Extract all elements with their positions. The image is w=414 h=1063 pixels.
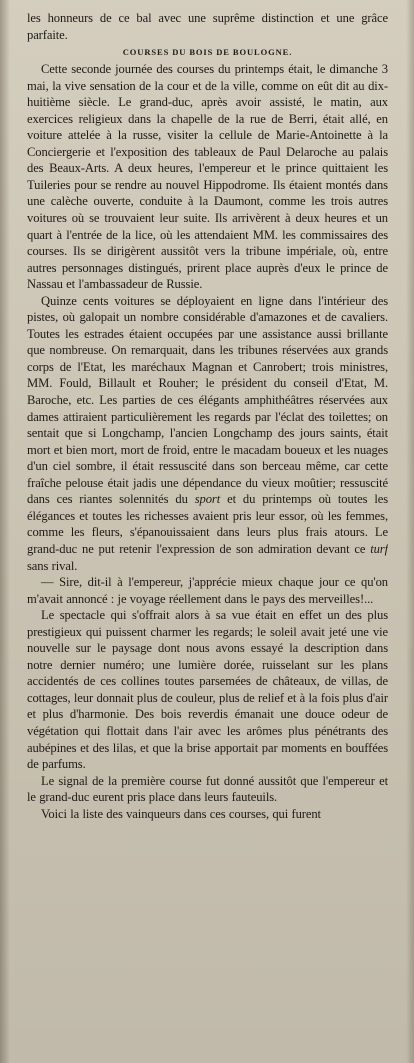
- article-column: [27, 10, 388, 1055]
- paragraph-3-quote: — Sire, dit-il à l'empereur, j'apprécie mieux chaque jour ce qu'on m'avait annoncé : je voyage réellement dans le pays des merveilles!...: [27, 575, 388, 606]
- paragraph-2-part-a: Quinze cents voitures se déployaient en ligne dans l'intérieur des pistes, où galopait un nombre considérable d'amazones et de cavaliers. Toutes les estrades étaient occupées par une assistance aussi brillante que nombreuse. On remarquait, dans les tribunes réservées aux grands corps de l'Etat, les maréchaux Magnan et Canrobert; trois ministres, MM. Fould, Billault et Rouher; le président du conseil d'Etat, M. Baroche, etc. Les parties de ces élégants amphithéâtres réservées aux dames attiraient particulièrement les regards par l'éclat des toilettes; on sentait que si Longchamp, l'ancien Longchamp des jours saints, était mort et bien mort, mort de froid, entre le macadam boueux et les nuages d'un ciel sombre, il était ressuscité dans son berceau même, car cette fraîche pelouse était jadis une dépendance du vieux moûtier; ressuscité dans ces riantes solennités du: [27, 293, 388, 507]
- paragraph-2: [27, 293, 388, 574]
- word-sport: sport: [194, 492, 221, 507]
- paragraph-1: Cette seconde journée des courses du printemps était, le dimanche 3 mai, la vive sensation de la cour et de la ville, comme on eût dit au dix-huitième siècle. Le grand-duc, après avoir assisté, le matin, aux exercices religieux dans la chapelle de la rue de Berri, était allé, en voiture attelée à la russe, visiter la cellule de Marie-Antoinette à la Conciergerie et l'exposition des tableaux de Paul Delaroche au palais des Beaux-Arts. A deux heures, l'empereur et le prince quittaient les Tuileries pour se rendre au nouvel Hippodrome. Ils étaient montés dans une calèche ouverte, conduite à la Daumont, comme les trois autres voitures où se trouvaient leur suite. Ils arrivèrent à deux heures et un quart à l'entrée de la lice, où les attendaient MM. les commissaires des courses. Ils se dirigèrent aussitôt vers la tribune impériale, où, entre autres personnages distingués, prirent place auprès d'eux le prince de Nassau et l'ambassadeur de Russie.: [27, 62, 388, 292]
- paragraph-5: Le signal de la première course fut donné aussitôt que l'empereur et le grand-duc eurent pris place dans leurs fauteuils.: [27, 773, 388, 805]
- lead-in-paragraph: les honneurs de ce bal avec une suprême distinction et une grâce parfaite.: [27, 11, 388, 42]
- paragraph-2-part-c: sans rival.: [27, 558, 78, 573]
- word-turf: turf: [370, 541, 388, 556]
- paragraph-4: Le spectacle qui s'offrait alors à sa vue était en effet un des plus prestigieux qui puissent charmer les regards; le soleil avait jeté une vie nouvelle sur le paysage dont nous avons essayé la description dans notre dernier numéro; une lumière dorée, ruisselant sur les plans accidentés de ces collines toutes parsemées de châteaux, de villas, de cottages, leur donnait plus de couleur, plus de relief et à la fois plus d'air et plus d'harmonie. Des bois reverdis émanait une douce odeur de végétation qui flottait dans l'air avec les arômes plus pénétrants des aubépines et des lilas, et que la brise apportait par moments en bouffées de parfums.: [27, 608, 388, 772]
- section-title: COURSES DU BOIS DE BOULOGNE.: [122, 47, 293, 58]
- paragraph-2-part-b: et du printemps où toutes les élégances et toutes les richesses avaient pris leur essor, où les femmes, comme les fleurs, s'épanouissaient dans leurs plus frais atours. Le grand-duc ne put retenir l'expression de son admiration devant ce: [27, 492, 388, 556]
- paragraph-6: Voici la liste des vainqueurs dans ces courses, qui furent: [41, 806, 321, 821]
